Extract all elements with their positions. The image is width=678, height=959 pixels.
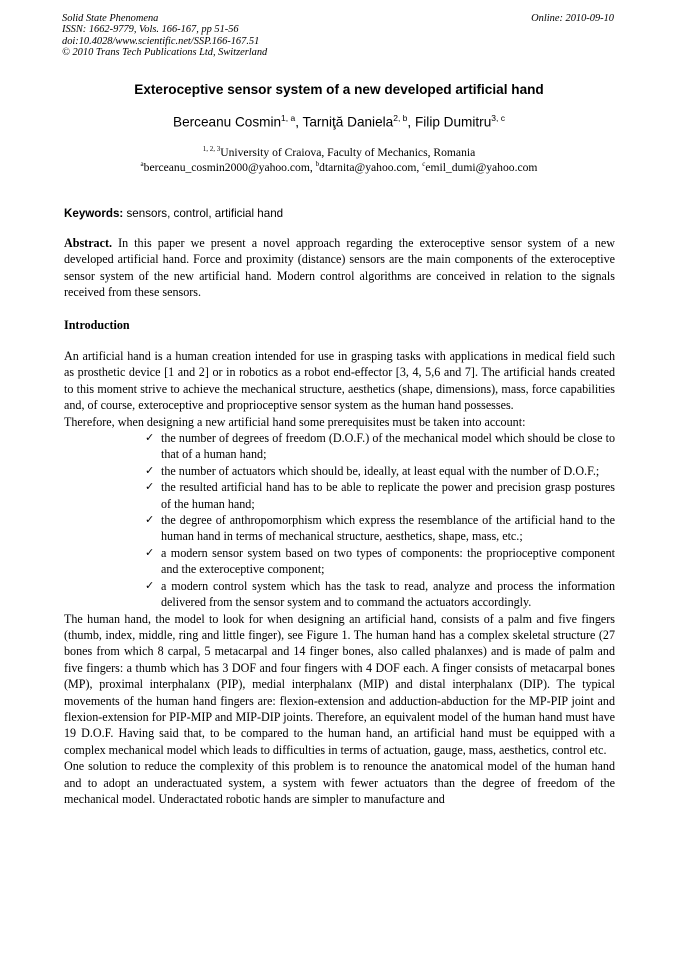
paragraph: Therefore, when designing a new artificial hand some prerequisites must be taken into account: [64,414,526,429]
author-name: Berceanu Cosmin [173,114,282,130]
keywords [64,207,283,220]
introduction-body [64,348,615,807]
affiliation-text: University of Craiova, Faculty of Mechanics, Romania [220,145,476,159]
abstract-text: In this paper we present a novel approach regarding the exteroceptive sensor system of a new developed artificial hand. Force and proximity (distance) sensors are the main components of the exteroceptive sensor system of the new artificial hand. Modern control algorithms are conceived in relation to the signals received from these sensors. [64,236,615,300]
list-item [145,545,615,578]
list-item-text: the resulted artificial hand has to be able to replicate the power and precision grasp postures of the human hand; [161,480,615,511]
affiliation-sup: 1, 2, 3 [202,145,221,153]
list-item-text: the number of actuators which should be, ideally, at least equal with the number of D.O.F.; [161,463,600,478]
list-item [145,430,615,463]
abstract-label: Abstract. [64,236,113,250]
paragraph: An artificial hand is a human creation intended for use in grasping tasks with applications in medical field such as prosthetic device [1 and 2] or in robotics as a robot end-effector [3, 4, 5,6 and 7]. The artificial hands created to this moment strive to achieve the mechanical structure, aesthetics (shape, dimensions), mass, force capabilities and, of course, exteroceptive and proprioceptive sensor system as the human hand possesses. [64,349,615,413]
email-sup: c [422,160,426,168]
author-emails [0,160,678,174]
keywords-text: sensors, control, artificial hand [123,207,284,220]
email-link[interactable]: berceanu_cosmin2000@yahoo.com, [143,160,316,174]
journal-copyright: © 2010 Trans Tech Publications Ltd, Switzerland [62,47,268,59]
checkmark-icon: ✓ [145,578,155,592]
list-item [145,479,615,512]
section-heading-introduction: Introduction [64,318,130,332]
list-item-text: a modern sensor system based on two types of components: the proprioceptive component and the exteroceptive component; [161,545,615,577]
author-sup: 3, c [491,113,505,123]
email-sup: b [315,160,320,168]
email-sup: a [140,160,144,168]
abstract [64,235,615,301]
keywords-label: Keywords: [64,207,124,220]
list-item-text: the degree of anthropomorphism which express the resemblance of the artificial hand to the human hand in terms of mechanical structure, aesthetics, shape, mass, etc.; [161,513,615,544]
journal-doi: doi:10.4028/www.scientific.net/SSP.166-167.51 [62,35,260,47]
author-list: Berceanu Cosmin$^{1, a}$, Tarniţă Daniela$^{2, b}$, Filip Dumitru$^{3, c}$ [173,113,505,130]
author-name: Filip Dumitru [414,114,492,130]
list-item-text: a modern control system which has the task to read, analyze and process the information delivered from the sensor system and to command the actuators accordingly. [161,578,615,610]
paper-title: Exteroceptive sensor system of a new developed artificial hand [134,82,544,97]
checkmark-icon: ✓ [145,431,155,445]
author-sup: 2, b [393,113,408,123]
checkmark-icon: ✓ [145,513,155,527]
journal-issn: ISSN: 1662-9779, Vols. 166-167, pp 51-56 [62,24,239,36]
author-sup: 1, a [281,113,296,123]
list-item [145,512,615,545]
checkmark-icon: ✓ [145,545,155,559]
journal-name: Solid State Phenomena [62,13,159,24]
online-date: Online: 2010-09-10 [531,13,614,24]
email-link[interactable]: dtarnita@yahoo.com, [319,160,423,174]
author-name: Tarniţă Daniela [302,114,394,130]
checkmark-icon: ✓ [145,480,155,494]
prerequisite-list [64,430,615,610]
list-item [145,463,615,479]
journal-header [62,13,267,59]
list-item-text: the number of degrees of freedom (D.O.F.) of the mechanical model which should be close to that of a human hand; [161,431,615,462]
email-link[interactable]: emil_dumi@yahoo.com [425,160,538,174]
paragraph: The human hand, the model to look for when designing an artificial hand, consists of a palm and five fingers (thumb, index, middle, ring and little finger), see Figure 1. The human hand has a complex skeletal structure (27 bones from which 8 carpal, 5 metacarpal and 14 finger bones, also called phalanxes) and is made of palm and five fingers: a thumb which has 3 DOF and four fingers with 4 DOF each. A finger consists of metacarpal bones (MP), proximal interphalanx (PIP), medial interphalanx (MIP) and distal interphalanx (DIP). The typical movements of the human hand fingers are: flexion-extension and adduction-abduction for the MP-PIP joint and flexion-extension for PIP-MIP and MIP-DIP joints. Therefore, an equivalent model of the human hand must have 19 D.O.F. Having said that, to be compared to the human hand, an artificial hand must be equipped with a complex mechanical model which leads to difficulties in terms of actuation, gauge, mass, aesthetics, control etc. [64,611,615,757]
list-item [145,578,615,611]
checkmark-icon: ✓ [145,463,155,477]
paragraph: One solution to reduce the complexity of this problem is to renounce the anatomical model of the human hand and to adopt an underactuated system, a system with fewer actuators than the degree of freedom of the mechanical model. Underactated robotic hands are simpler to manufacture and [64,759,615,806]
affiliation [0,145,678,159]
